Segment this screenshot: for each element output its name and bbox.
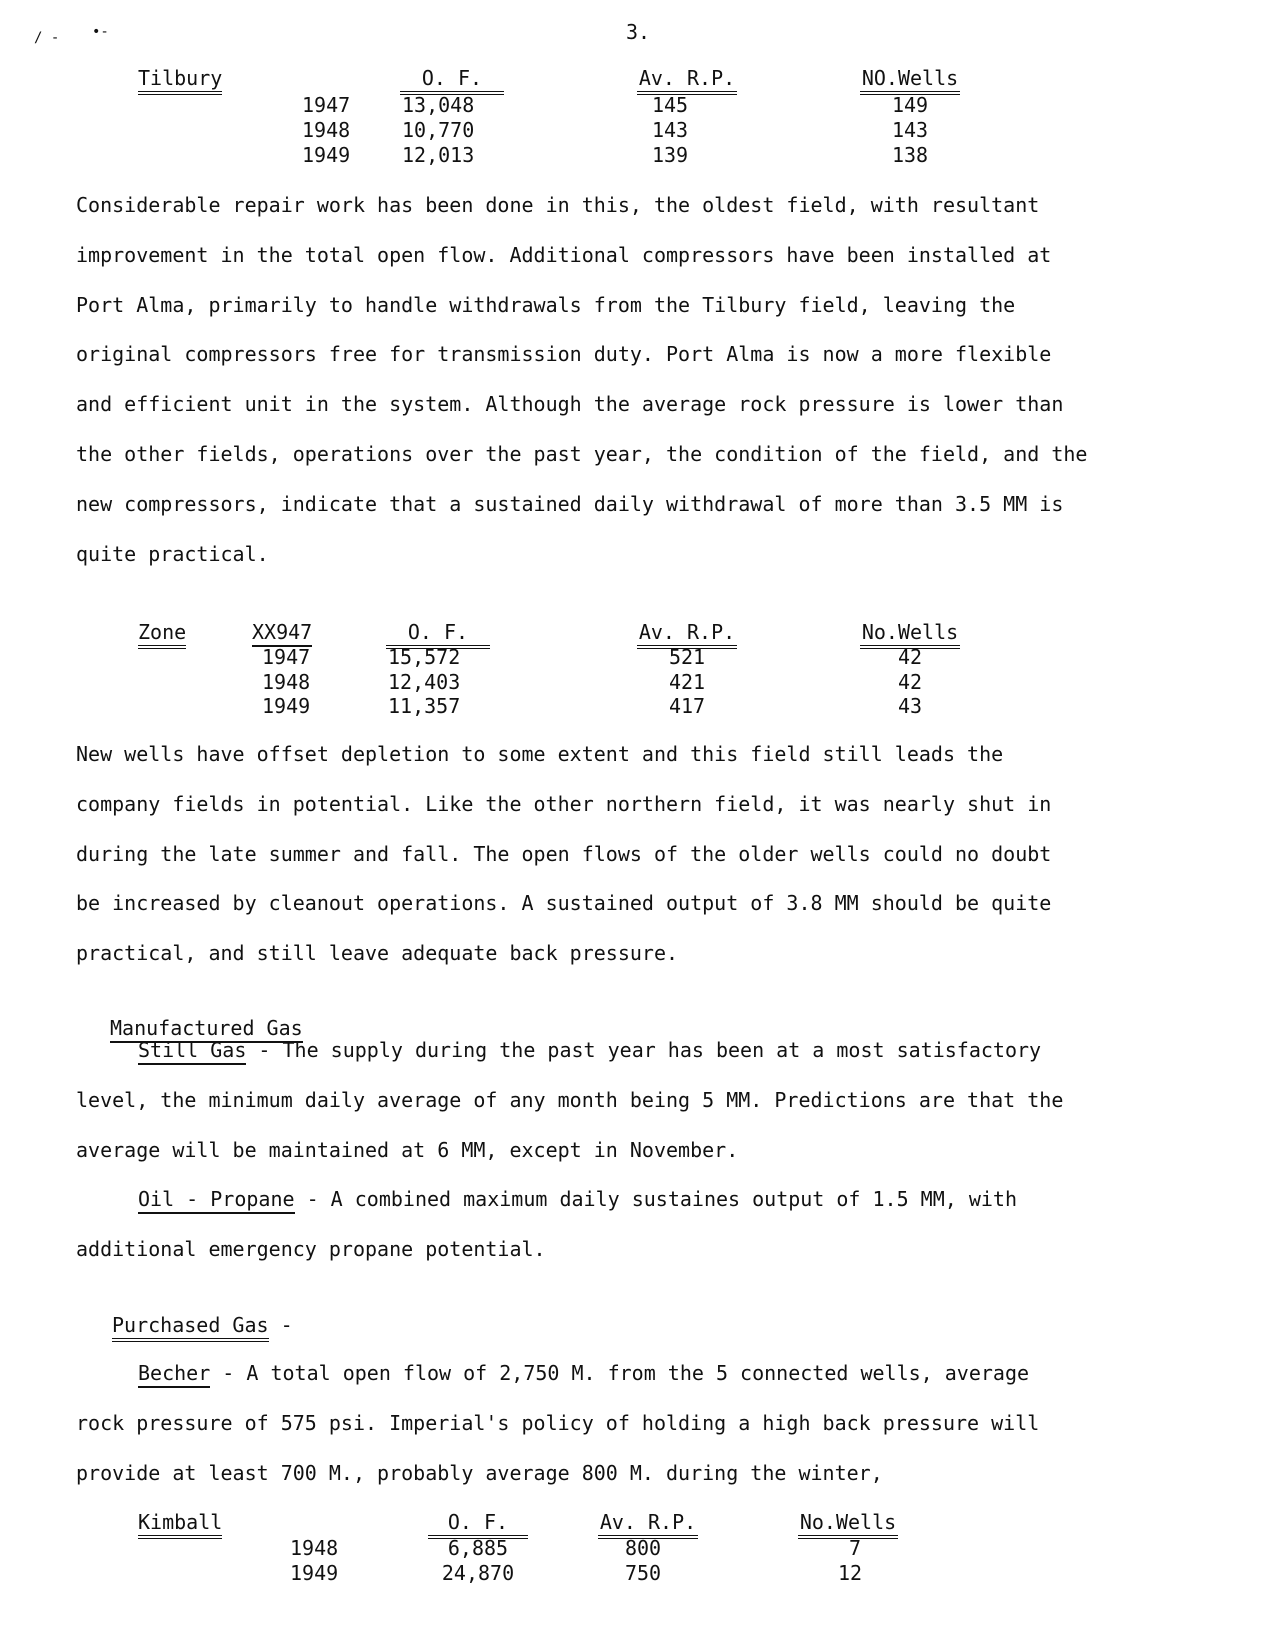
year-cell: 1949: [302, 143, 351, 167]
tilbury-paragraph: [76, 181, 1156, 579]
column-header: O. F.: [400, 66, 504, 95]
stray-mark: •-: [92, 24, 109, 40]
rock-pressure-cell: 421: [668, 670, 706, 694]
text-line: and efficient unit in the system. Although the average rock pressure is lower than: [76, 392, 1064, 417]
column-header: O. F.: [428, 1510, 528, 1539]
text-line: the other fields, operations over the past year, the condition of the field, and the: [76, 441, 1088, 466]
text-line: additional emergency propane potential.: [76, 1237, 546, 1261]
wells-cell: 43: [897, 694, 923, 718]
text-line: new compressors, indicate that a sustained daily withdrawal of more than 3.5 MM is: [76, 491, 1064, 516]
column-header: Av. R.P.: [598, 1510, 698, 1539]
wells-cell: 143: [891, 118, 929, 142]
struck-text: XX947: [252, 620, 312, 647]
text-line: original compressors free for transmission duty. Port Alma is now a more flexible: [76, 342, 1052, 367]
becher-line: [138, 1349, 1029, 1399]
open-flow-cell: 15,572: [388, 645, 461, 669]
section-heading: Purchased Gas: [112, 1313, 269, 1342]
becher-label: Becher: [138, 1361, 210, 1388]
field-name: Zone: [138, 620, 186, 649]
text-line: Considerable repair work has been done in this, the oldest field, with resultant: [76, 193, 1040, 217]
year-cell: 1949: [290, 1561, 339, 1585]
section-heading-line: [112, 1313, 293, 1337]
column-header: NO.Wells: [860, 66, 960, 95]
rock-pressure-cell: 145: [651, 93, 689, 117]
rock-pressure-cell: 143: [651, 118, 689, 142]
column-header: No.Wells: [860, 620, 960, 649]
text-line: be increased by cleanout operations. A sustained output of 3.8 MM should be quite: [76, 891, 1052, 916]
field-name: Kimball: [138, 1510, 222, 1539]
open-flow-cell: 12,013: [402, 143, 475, 167]
wells-cell: 138: [891, 143, 929, 167]
zone-paragraph: [76, 730, 1156, 979]
text-line: level, the minimum daily average of any month being 5 MM. Predictions are that the: [76, 1088, 1064, 1112]
text-line: New wells have offset depletion to some extent and this field still leads the: [76, 742, 1004, 766]
column-header: O. F.: [386, 620, 490, 649]
field-name: Tilbury: [138, 66, 222, 95]
wells-cell: 42: [897, 670, 923, 694]
wells-cell: 149: [891, 93, 929, 117]
text-line: - A total open flow of 2,750 M. from the 5 connected wells, average: [210, 1361, 1030, 1385]
still-gas-label: Still Gas: [138, 1038, 246, 1065]
rock-pressure-cell: 750: [624, 1561, 662, 1585]
text-line: provide at least 700 M., probably average 800 M. during the winter,: [76, 1460, 883, 1485]
oil-propane-paragraph: [76, 1225, 1156, 1275]
year-cell: 1948: [302, 118, 351, 142]
year-cell: 1949: [262, 694, 311, 718]
still-gas-paragraph: [76, 1076, 1156, 1176]
text-line: - The supply during the past year has been at a most satisfactory: [246, 1038, 1042, 1062]
still-gas-line: [138, 1026, 1041, 1076]
open-flow-cell: 12,403: [388, 670, 461, 694]
text-line: practical, and still leave adequate back pressure.: [76, 941, 679, 966]
wells-cell: 42: [897, 645, 923, 669]
text-line: quite practical.: [76, 541, 269, 566]
wells-cell: 12: [837, 1561, 863, 1585]
stray-mark: / -: [34, 30, 60, 46]
text-line: rock pressure of 575 psi. Imperial's policy of holding a high back pressure will: [76, 1411, 1040, 1435]
column-header: Av. R.P.: [637, 620, 737, 649]
page-number: 3.: [626, 20, 651, 44]
column-header: Av. R.P.: [637, 66, 737, 95]
section-heading: Manufactured Gas: [110, 1016, 303, 1043]
text-line: Port Alma, primarily to handle withdrawals from the Tilbury field, leaving the: [76, 292, 1016, 317]
rock-pressure-cell: 521: [668, 645, 706, 669]
open-flow-cell: 24,870: [441, 1561, 515, 1585]
year-cell: 1948: [262, 670, 311, 694]
oil-propane-label: Oil - Propane: [138, 1187, 295, 1214]
open-flow-cell: 10,770: [402, 118, 475, 142]
text-line: during the late summer and fall. The open flows of the older wells could no doubt: [76, 841, 1052, 866]
becher-paragraph: [76, 1399, 1156, 1499]
open-flow-cell: 11,357: [388, 694, 461, 718]
text-line: company fields in potential. Like the other northern field, it was nearly shut in: [76, 791, 1052, 816]
text-line: average will be maintained at 6 MM, except in November.: [76, 1137, 739, 1162]
wells-cell: 7: [848, 1536, 862, 1560]
rock-pressure-cell: 417: [668, 694, 706, 718]
column-header: No.Wells: [798, 1510, 898, 1539]
year-cell: 1948: [290, 1536, 339, 1560]
rock-pressure-cell: 139: [651, 143, 689, 167]
open-flow-cell: 6,885: [447, 1536, 509, 1560]
oil-propane-line: [138, 1175, 1017, 1225]
heading-dash: -: [268, 1313, 293, 1337]
open-flow-cell: 13,048: [402, 93, 475, 117]
rock-pressure-cell: 800: [624, 1536, 662, 1560]
year-cell: 1947: [262, 645, 311, 669]
text-line: improvement in the total open flow. Additional compressors have been installed at: [76, 242, 1052, 267]
year-cell: 1947: [302, 93, 351, 117]
text-line: - A combined maximum daily sustaines output of 1.5 MM, with: [294, 1187, 1018, 1211]
